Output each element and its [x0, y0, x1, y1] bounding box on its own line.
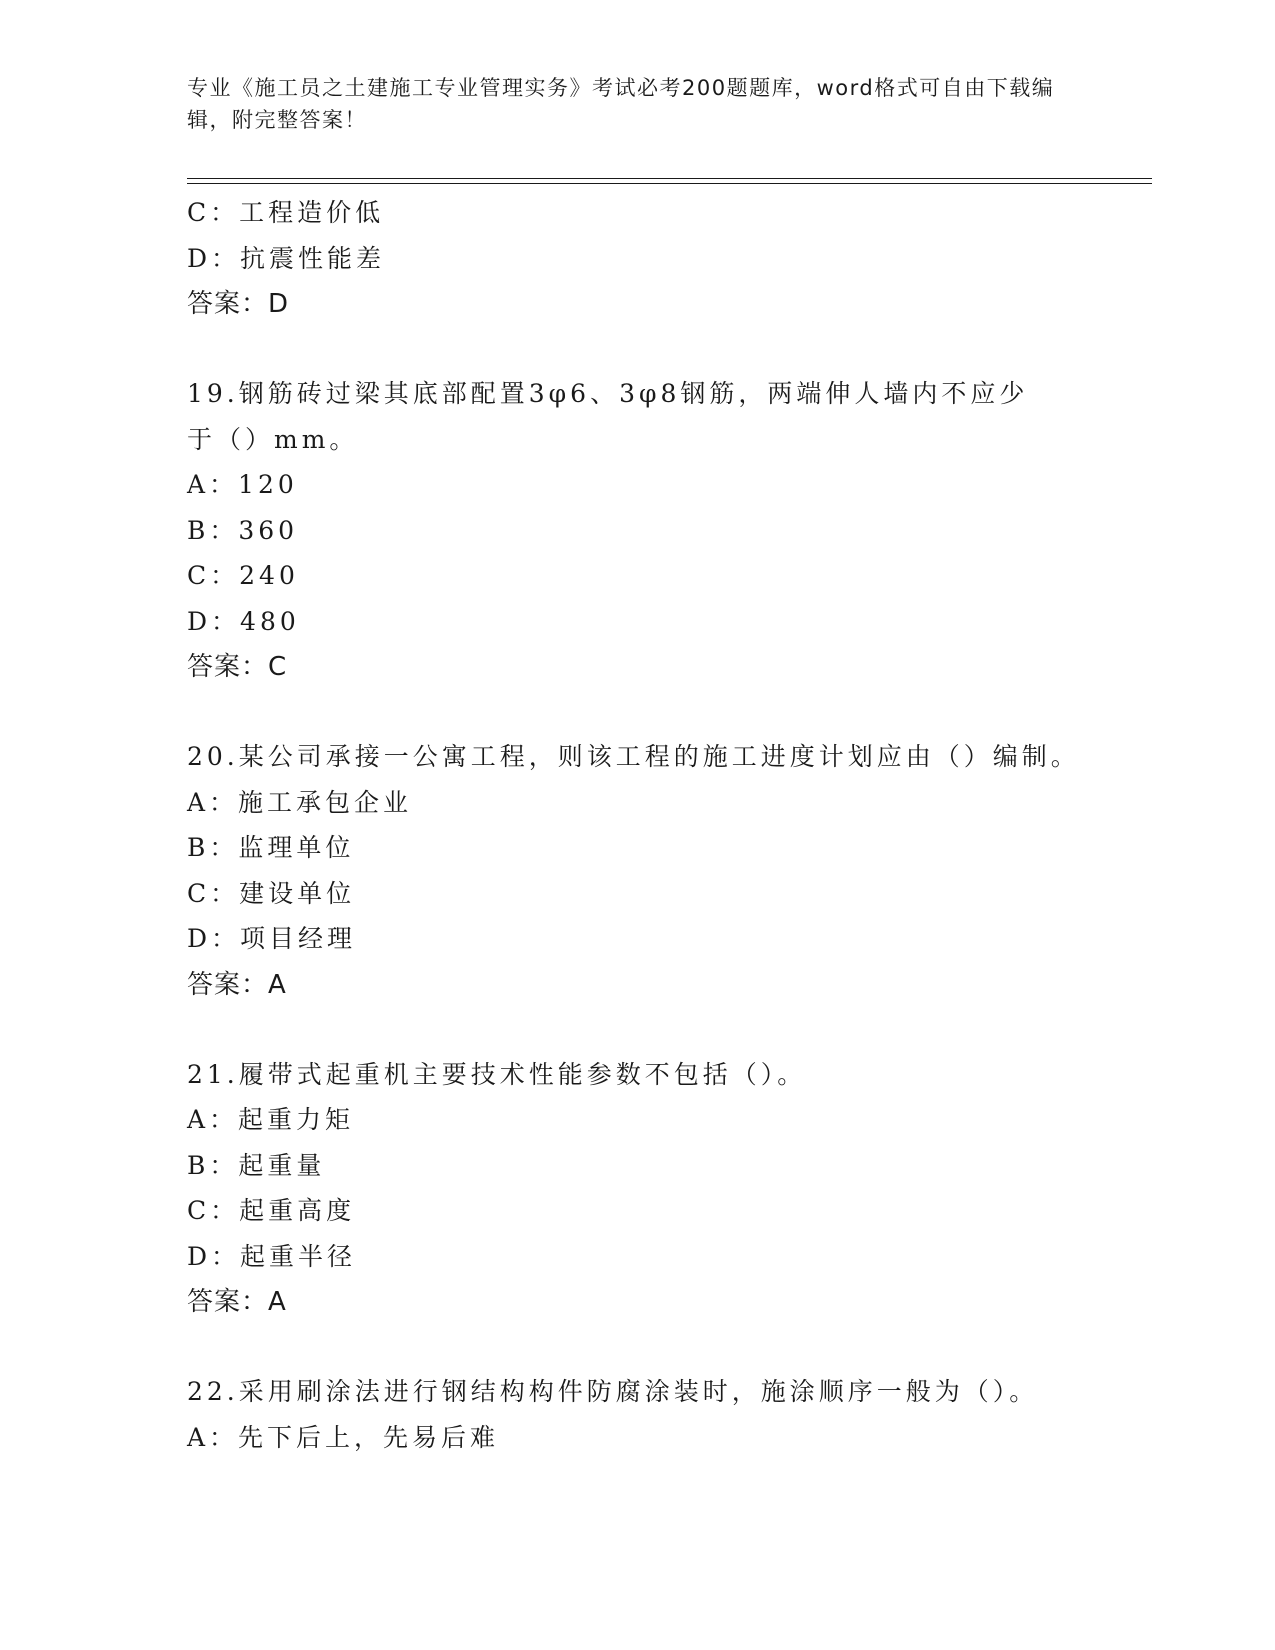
answer-line: 答案：A [187, 969, 287, 1000]
option-d: D：项目经理 [187, 924, 357, 953]
answer-line: 答案：A [187, 1287, 287, 1317]
spacer [187, 327, 1087, 371]
option-c: C：建设单位 [187, 878, 356, 908]
option-c: C：工程造价低 [187, 198, 385, 227]
option-b: B：监理单位 [187, 833, 355, 862]
question-block [187, 371, 1087, 690]
question-stem: 20.某公司承接一公寓工程，则该工程的施工进度计划应由（）编制。 [187, 742, 1080, 771]
document-body [187, 190, 1087, 1460]
header-text: 专业《施工员之土建施工专业管理实务》考试必考200题题库，word格式可自由下载编辑，附完整答案！ [187, 76, 1055, 132]
question-block [187, 1369, 1087, 1460]
option-c: C：240 [187, 561, 299, 590]
option-c: C：起重高度 [187, 1196, 356, 1225]
option-a: A：120 [187, 470, 298, 499]
option-b: B：起重量 [187, 1150, 326, 1180]
spacer [187, 1008, 1087, 1052]
answer-line: 答案：C [187, 652, 288, 682]
question-stem: 22.采用刷涂法进行钢结构构件防腐涂装时，施涂顺序一般为（）。 [187, 1377, 1039, 1406]
option-a: A：起重力矩 [187, 1105, 355, 1134]
option-d: D：480 [187, 606, 300, 636]
question-block [187, 734, 1087, 1008]
spacer [187, 1325, 1087, 1369]
option-d: D：抗震性能差 [187, 243, 386, 273]
question-stem: 21.履带式起重机主要技术性能参数不包括（）。 [187, 1059, 807, 1089]
option-b: B：360 [187, 515, 299, 545]
option-a: A：施工承包企业 [187, 787, 413, 817]
header-divider-top [187, 178, 1152, 179]
question-stem: 19.钢筋砖过梁其底部配置3φ6、3φ8钢筋，两端伸人墙内不应少于（）mm。 [187, 379, 1029, 454]
header-divider-bottom [187, 183, 1152, 184]
answer-line: 答案：D [187, 289, 290, 319]
question-block [187, 1052, 1087, 1326]
question-block [187, 190, 1087, 327]
option-a: A：先下后上，先易后难 [187, 1422, 500, 1452]
option-d: D：起重半径 [187, 1241, 357, 1271]
page-header [187, 72, 1087, 136]
spacer [187, 690, 1087, 734]
